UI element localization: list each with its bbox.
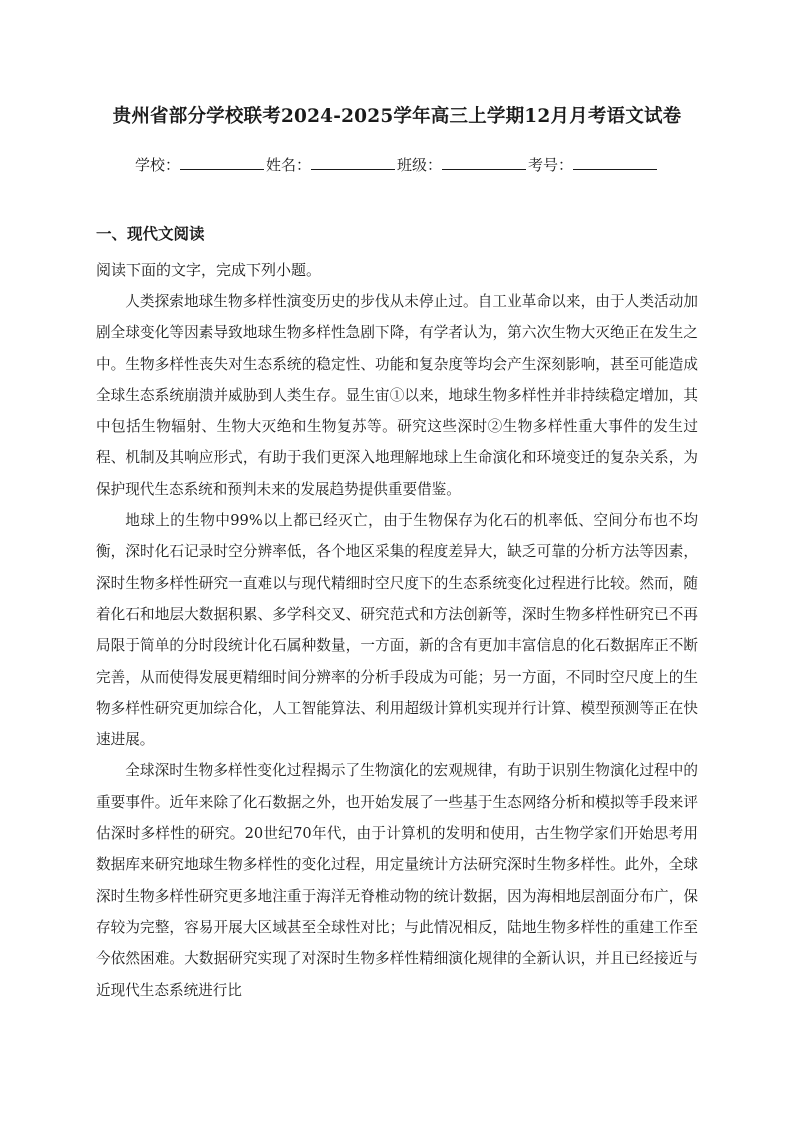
class-blank[interactable] <box>442 155 526 170</box>
exam-number-field <box>528 154 659 175</box>
passage-paragraph: 人类探索地球生物多样性演变历史的步伐从未停止过。自工业革命以来，由于人类活动加剧全球变化等因素导致地球生物多样性急剧下降，有学者认为，第六次生物大灭绝正在发生之中。生物多样性丧失对生态系统的稳定性、功能和复杂度等均会产生深刻影响，甚至可能造成全球生态系统崩溃并威胁到人类生存。显生宙①以来，地球生物多样性并非持续稳定增加，其中包括生物辐射、生物大灭绝和生物复苏等。研究这些深时②生物多样性重大事件的发生过程、机制及其响应形式，有助于我们更深入地理解地球上生命演化和环境变迁的复杂关系，为保护现代生态系统和预判未来的发展趋势提供重要借鉴。 <box>96 293 698 498</box>
school-label: 学校： <box>134 156 180 174</box>
section-instruction: 阅读下面的文字，完成下列小题。 <box>96 261 322 279</box>
passage-paragraph: 地球上的生物中99%以上都已经灭亡，由于生物保存为化石的机率低、空间分布也不均衡，深时化石记录时空分辨率低，各个地区采集的程度差异大，缺乏可靠的分析方法等因素，深时生物多样性研究一直难以与现代精细时空尺度下的生态系统变化过程进行比较。然而，随着化石和地层大数据积累、多学科交叉、研究范式和方法创新等，深时生物多样性研究已不再局限于简单的分时段统计化石属种数量，一方面，新的含有更加丰富信息的化石数据库正不断完善，从而使得发展更精细时间分辨率的分析手段成为可能；另一方面，不同时空尺度上的生物多样性研究更加综合化，人工智能算法、利用超级计算机实现并行计算、模型预测等正在快速进展。 <box>96 512 698 749</box>
section-heading: 一、现代文阅读 <box>96 225 205 243</box>
name-blank[interactable] <box>311 155 395 170</box>
school-field <box>135 154 266 175</box>
reading-passage <box>96 286 698 1006</box>
class-field <box>397 154 528 175</box>
name-label: 姓名： <box>265 156 311 174</box>
class-label: 班级： <box>397 156 443 174</box>
exam-number-blank[interactable] <box>573 155 657 170</box>
school-blank[interactable] <box>180 155 264 170</box>
name-field <box>266 154 397 175</box>
student-info-row <box>0 154 794 175</box>
passage-paragraph: 全球深时生物多样性变化过程揭示了生物演化的宏观规律，有助于识别生物演化过程中的重要事件。近年来除了化石数据之外，也开始发展了一些基于生态网络分析和模拟等手段来评估深时多样性的研究。20世纪70年代，由于计算机的发明和使用，古生物学家们开始思考用数据库来研究地球生物多样性的变化过程，用定量统计方法研究深时生物多样性。此外，全球深时生物多样性研究更多地注重于海洋无脊椎动物的统计数据，因为海相地层剖面分布广，保存较为完整，容易开展大区域甚至全球性对比；与此情况相反，陆地生物多样性的重建工作至今依然困难。大数据研究实现了对深时生物多样性精细演化规律的全新认识，并且已经接近与近现代生态系统进行比 <box>96 762 698 999</box>
exam-title: 贵州省部分学校联考2024-2025学年高三上学期12月月考语文试卷 <box>112 106 682 127</box>
exam-number-label: 考号： <box>528 156 574 174</box>
